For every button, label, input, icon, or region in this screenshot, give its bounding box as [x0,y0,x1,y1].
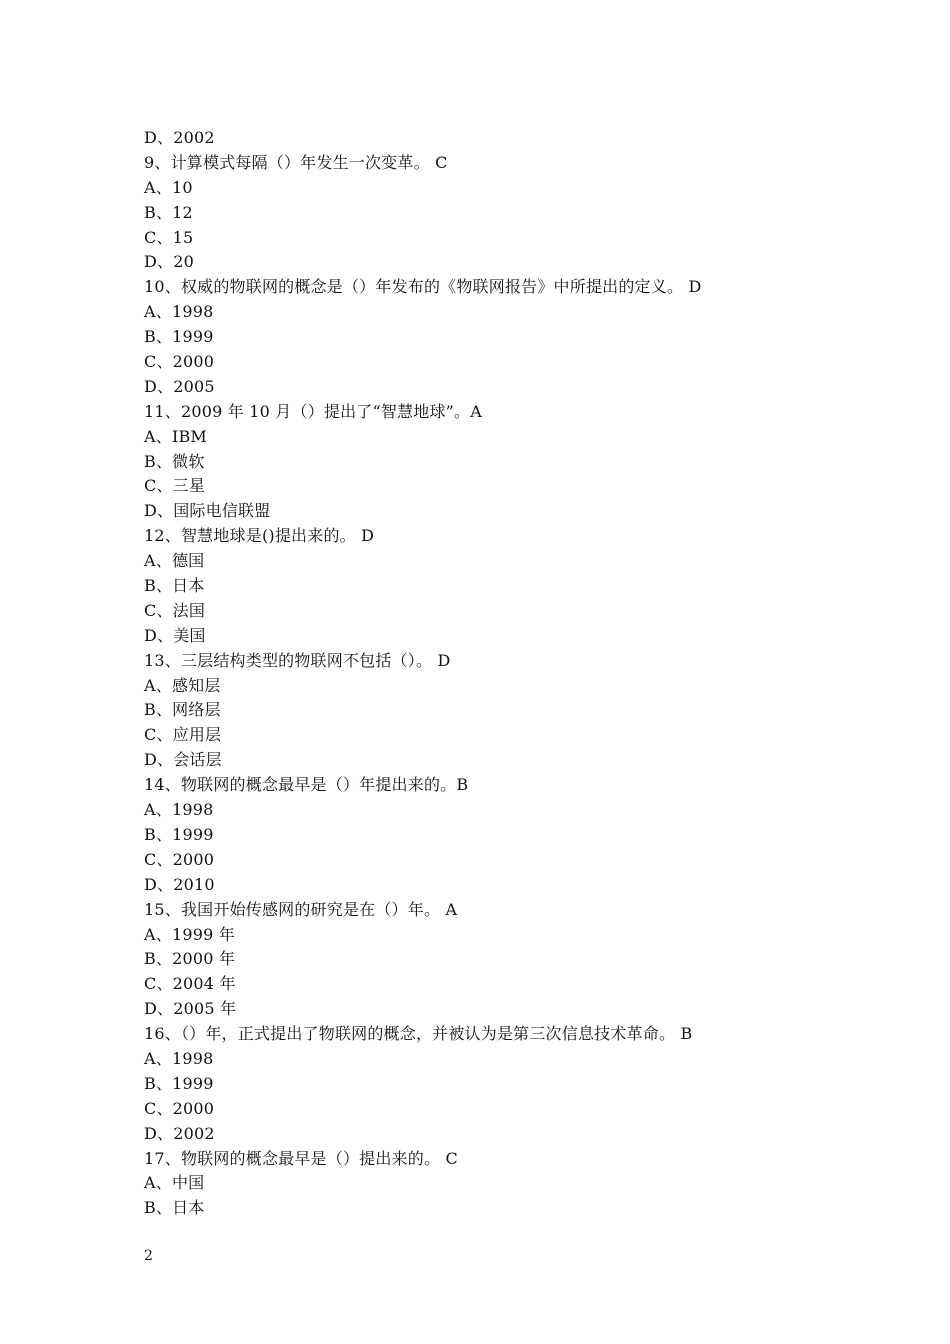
question-list [144,126,844,1221]
option-line: D、美国 [144,625,206,645]
option-line: D、会话层 [144,750,222,770]
option-line: B、1999 [144,1073,214,1093]
option-line: B、1999 [144,327,214,347]
option-line: C、2000 [144,352,215,372]
option-line: C、应用层 [144,725,222,745]
option-line: A、IBM [144,426,208,446]
option-line: C、2000 [144,1098,215,1118]
question-line: 16、（）年，正式提出了物联网的概念，并被认为是第三次信息技术革命。 B [144,1024,693,1044]
option-line: D、2010 [144,874,215,894]
option-line: A、1998 [144,1048,214,1068]
option-line: D、国际电信联盟 [144,501,271,521]
option-line: D、2005 [144,376,215,396]
option-line: C、三星 [144,476,206,496]
option-line: A、1998 [144,302,214,322]
option-line: D、2005 年 [144,999,237,1019]
option-line: C、15 [144,227,194,247]
option-line: A、1999 年 [144,924,235,944]
question-line: 12、智慧地球是()提出来的。 D [144,526,375,546]
option-line: A、1998 [144,800,214,820]
option-line: A、中国 [144,1173,205,1193]
option-line: B、日本 [144,1198,205,1218]
question-line: 17、物联网的概念最早是（）提出来的。 C [144,1148,458,1168]
page-number: 2 [144,1248,153,1264]
question-line: 11、2009 年 10 月（）提出了“智慧地球”。A [144,401,483,421]
option-line: B、网络层 [144,700,221,720]
question-line: 13、三层结构类型的物联网不包括（）。 D [144,650,451,670]
option-line: C、2004 年 [144,974,236,994]
option-line: C、法国 [144,600,206,620]
option-line: B、1999 [144,824,214,844]
question-line: 14、物联网的概念最早是（）年提出来的。B [144,775,469,795]
option-line: B、微软 [144,451,205,471]
question-line: 15、我国开始传感网的研究是在（）年。 A [144,899,458,919]
option-line: A、感知层 [144,675,221,695]
option-line: C、2000 [144,849,215,869]
option-line: D、2002 [144,1123,215,1143]
option-line: A、10 [144,177,193,197]
option-line: A、德国 [144,551,205,571]
option-line: B、2000 年 [144,949,236,969]
option-line: B、12 [144,202,193,222]
text-line: D、2002 [144,128,215,147]
question-line: 10、权威的物联网的概念是（）年发布的《物联网报告》中所提出的定义。 D [144,277,702,297]
option-line: D、20 [144,252,194,272]
question-line: 9、计算模式每隔（）年发生一次变革。 C [144,152,448,172]
option-line: B、日本 [144,576,205,596]
